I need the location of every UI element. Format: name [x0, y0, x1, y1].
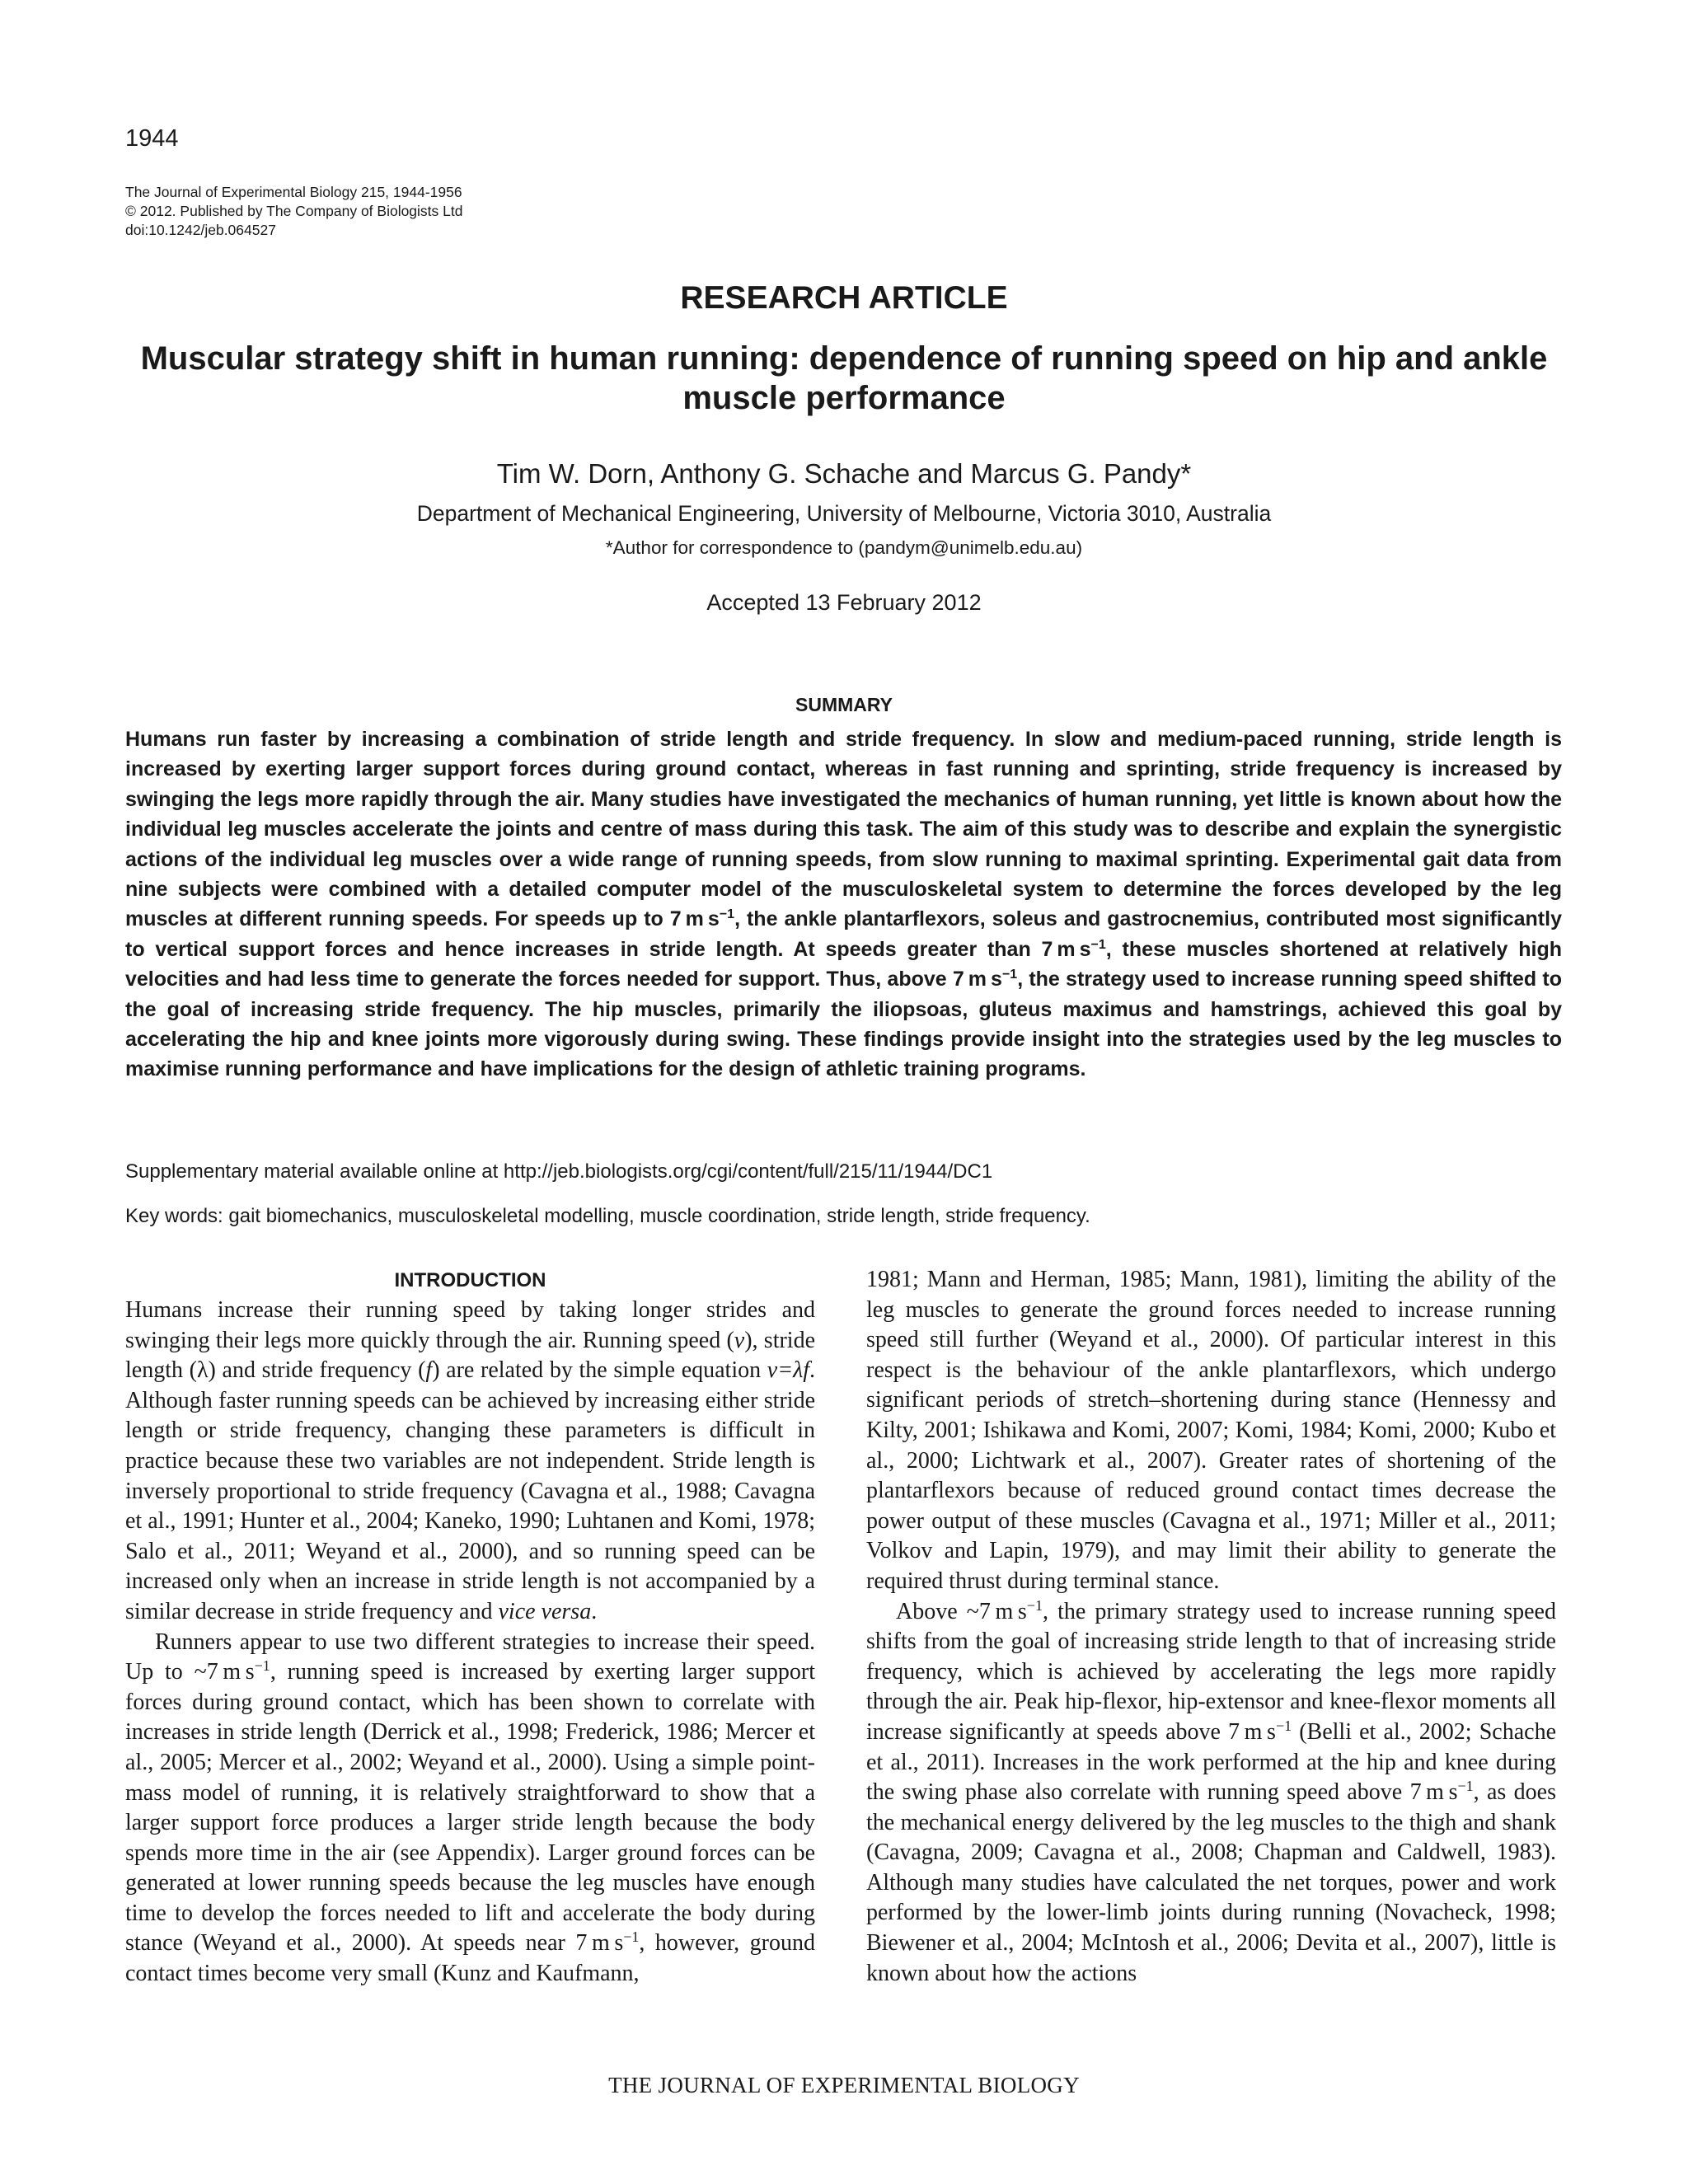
exponent: −1: [623, 1929, 640, 1946]
journal-citation: [125, 183, 462, 240]
author-list: Tim W. Dorn, Anthony G. Schache and Marcus G. Pandy*: [496, 458, 1192, 489]
paragraph: Humans increase their running speed by taking longer strides and swinging their legs more quickly through the air. Running speed (v), stride length (λ) and stride frequency (f) are related by the simple equation v=λf. Although faster running speeds can be achieved by increasing either stride length or stride frequency, changing these parameters is difficult in practice because these two variables are not independent. Stride length is inversely proportional to stride frequency (Cavagna et al., 1988; Cavagna et al., 1991; Hunter et al., 2004; Kaneko, 1990; Luhtanen and Komi, 1978; Salo et al., 2011; Weyand et al., 2000), and so running speed can be increased only when an increase in stride length is not accompanied by a similar decrease in stride frequency and vice versa.: [125, 1297, 816, 1624]
correspondence-note: *Author for correspondence to (pandym@unimelb.edu.au): [605, 537, 1083, 558]
exponent: −1: [1090, 937, 1106, 952]
summary-text: , these muscles shortened at relatively high velocities and had less time to generate the forces needed for support. Thus, above 7 m s: [125, 937, 1562, 991]
body-column-left: [125, 1296, 815, 1990]
doi-line: doi:10.1242/jeb.064527: [125, 222, 276, 238]
accepted-date: Accepted 13 February 2012: [706, 590, 982, 615]
exponent: −1: [1457, 1778, 1474, 1795]
copyright-line: © 2012. Published by The Company of Biologists Ltd: [125, 203, 463, 219]
page-number: 1944: [125, 125, 179, 152]
journal-volume-line: The Journal of Experimental Biology 215, 1944-1956: [125, 184, 462, 200]
summary-abstract: [125, 724, 1562, 1085]
introduction-heading: INTRODUCTION: [394, 1269, 546, 1291]
summary-text: Humans run faster by increasing a combination of stride length and stride frequency. In slow and medium-paced running, stride length is increased by exerting larger support forces during ground contact, whereas in fast running and sprinting, stride frequency is increased by swinging the legs more rapidly through the air. Many studies have investigated the mechanics of human running, yet little is known about how the individual leg muscles accelerate the joints and centre of mass during this task. The aim of this study was to describe and explain the synergistic actions of the individual leg muscles over a wide range of running speeds, from slow running to maximal sprinting. Experimental gait data from nine subjects were combined with a detailed computer model of the musculoskeletal system to determine the forces developed by the leg muscles at different running speeds. For speeds up to 7 m s: [125, 728, 1562, 931]
summary-text: , the ankle plantarflexors, soleus and gastrocnemius, contributed most significantly to vertical support forces and hence increases in stride length. At speeds greater than 7 m s: [125, 907, 1562, 961]
body-column-right: [866, 1265, 1556, 1989]
summary-text: , the strategy used to increase running speed shifted to the goal of increasing stride frequency. The hip muscles, primarily the iliopsoas, gluteus maximus and hamstrings, achieved this goal by accelerating the hip and knee joints more vigorously during swing. These findings provide insight into the strategies used by the leg muscles to maximise running performance and have implications for the design of athletic training programs.: [125, 968, 1562, 1081]
paragraph: Above ~7 m $s^{-1}$, the primary strategy used to increase running speed shifts from the goal of increasing stride length to that of increasing stride frequency, which is achieved by accelerating the legs more rapidly through the air. Peak hip-flexor, hip-extensor and knee-flexor moments all increase significantly at speeds above 7 m $s^{-1}$ (Belli et al., 2002; Schache et al., 2011). Increases in the work performed at the hip and knee during the swing phase also correlate with running speed above 7 m $s^{-1}$, as does the mechanical energy delivered by the leg muscles to the thigh and shank (Cavagna, 2009; Cavagna et al., 2008; Chapman and Caldwell, 1983). Although many studies have calculated the net torques, power and work performed by the lower-limb joints during running (Novacheck, 1998; Biewener et al., 2004; McIntosh et al., 2006; Devita et al., 2007), little is known about how the actions: [866, 1596, 1556, 1986]
exponent: −1: [1275, 1717, 1292, 1734]
exponent: −1: [1026, 1596, 1043, 1614]
paragraph: 1981; Mann and Herman, 1985; Mann, 1981), limiting the ability of the leg muscles to generate the ground forces needed to increase running speed still further (Weyand et al., 2000). Of particular interest in this respect is the behaviour of the ankle plantarflexors, which undergo significant periods of stretch–shortening during stance (Hennessy and Kilty, 2001; Ishikawa and Komi, 2007; Komi, 1984; Komi, 2000; Kubo et al., 2000; Lichtwark et al., 2007). Greater rates of shortening of the plantarflexors because of reduced ground contact times decrease the power output of these muscles (Cavagna et al., 1971; Miller et al., 2011; Volkov and Lapin, 1979), and may limit their ability to generate the required thrust during terminal stance.: [866, 1267, 1556, 1594]
supplementary-material-note: Supplementary material available online at http://jeb.biologists.org/cgi/content/full/215/11/1944/DC1: [125, 1160, 993, 1183]
running-footer: THE JOURNAL OF EXPERIMENTAL BIOLOGY: [608, 2073, 1080, 2097]
exponent: −1: [254, 1657, 270, 1675]
keywords: Key words: gait biomechanics, musculoskeletal modelling, muscle coordination, stride length, stride frequency.: [125, 1205, 1090, 1227]
summary-heading: SUMMARY: [795, 694, 893, 715]
article-title: Muscular strategy shift in human running: dependence of running speed on hip and ankle muscle performance: [140, 340, 1548, 416]
affiliation: Department of Mechanical Engineering, University of Melbourne, Victoria 3010, Australia: [416, 501, 1272, 526]
exponent: −1: [719, 907, 735, 922]
article-type-heading: RESEARCH ARTICLE: [680, 280, 1008, 316]
paragraph: Runners appear to use two different strategies to increase their speed. Up to ~7 m $s^{-1}$, running speed is increased by exerting larger support forces during ground contact, which has been shown to correlate with increases in stride length (Derrick et al., 1998; Frederick, 1986; Mercer et al., 2005; Mercer et al., 2002; Weyand et al., 2000). Using a simple point-mass model of running, it is relatively straightforward to show that a larger support force produces a larger stride length because the body spends more time in the air (see Appendix). Larger ground forces can be generated at lower running speeds because the leg muscles have enough time to develop the forces needed to lift and accelerate the body during stance (Weyand et al., 2000). At speeds near 7 m $s^{-1}$, however, ground contact times become very small (Kunz and Kaufmann,: [125, 1629, 815, 1987]
exponent: −1: [1001, 968, 1018, 982]
